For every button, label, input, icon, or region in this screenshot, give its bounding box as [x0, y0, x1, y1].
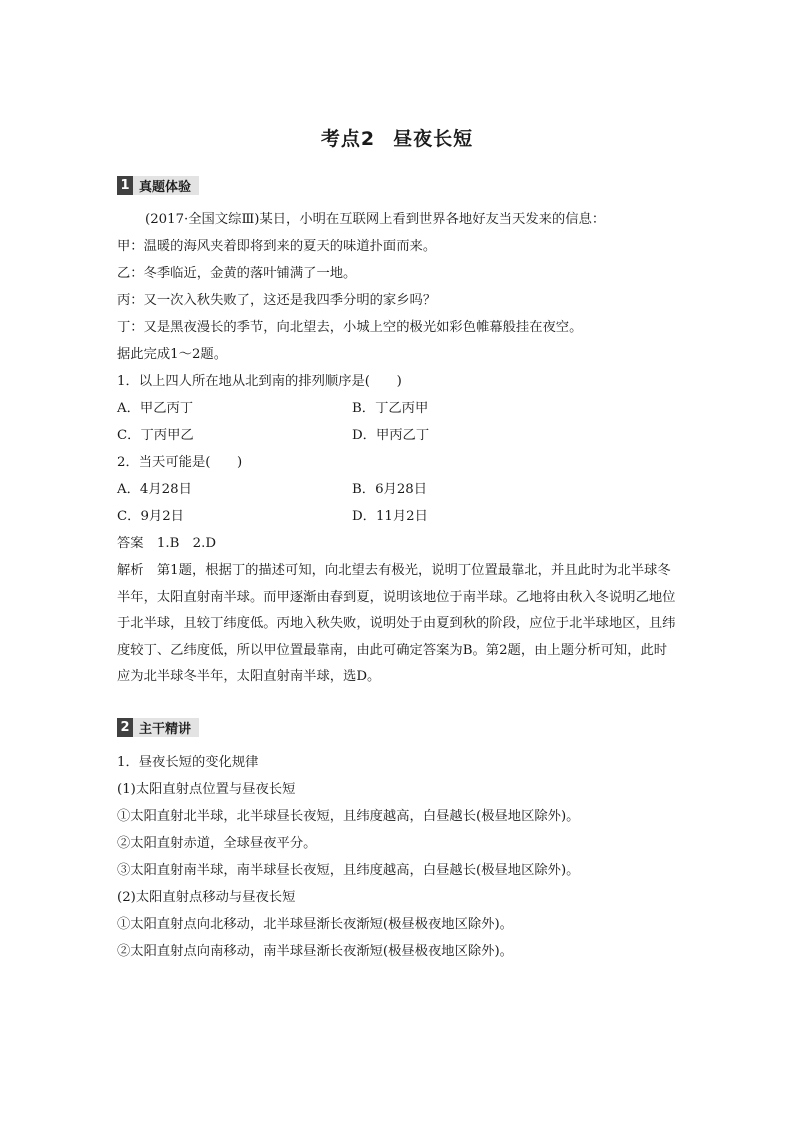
statement-bing: 丙：又一次入秋失败了，这还是我四季分明的家乡吗？ — [117, 293, 437, 308]
sub-heading-1: (1)太阳直射点位置与昼夜长短 — [117, 782, 296, 797]
section-label: 主干精讲 — [139, 722, 192, 737]
question-2: 2．当天可能是( ) — [117, 455, 243, 470]
instruction: 据此完成1～2题。 — [117, 347, 227, 362]
statement-ding: 丁：又是黑夜漫长的季节，向北望去，小城上空的极光如彩色帷幕般挂在夜空。 — [117, 320, 583, 335]
statement-jia: 甲：温暖的海风夹着即将到来的夏天的味道扑面而来。 — [117, 239, 437, 254]
section-header-2 — [117, 718, 199, 737]
rule-3: ③太阳直射南半球，南半球昼长夜短，且纬度越高，白昼越长(极昼地区除外)。 — [117, 863, 580, 878]
section-label: 真题体验 — [139, 180, 192, 195]
rule-2: ②太阳直射赤道，全球昼夜平分。 — [117, 836, 317, 851]
rule-4: ①太阳直射点向北移动，北半球昼渐长夜渐短(极昼极夜地区除外)。 — [117, 917, 513, 932]
q1-option-c: C．丁丙甲乙 — [117, 428, 194, 443]
rule-1: ①太阳直射北半球，北半球昼长夜短，且纬度越高，白昼越长(极昼地区除外)。 — [117, 809, 580, 824]
q1-option-b: B．丁乙丙甲 — [352, 401, 429, 416]
statement-yi: 乙：冬季临近，金黄的落叶铺满了一地。 — [117, 266, 357, 281]
section-number: 2 — [117, 718, 133, 737]
page-title: 考点2 昼夜长短 — [320, 128, 474, 150]
q1-option-d: D．甲丙乙丁 — [352, 428, 430, 443]
analysis-paragraph: 解析 第1题，根据丁的描述可知，向北望去有极光，说明丁位置最靠北，并且此时为北半球冬半年，太阳直射南半球。而甲逐渐由春到夏，说明该地位于南半球。乙地将由秋入冬说明乙地位于北半球，且较丁纬度低。丙地入秋失败，说明处于由夏到秋的阶段，应位于北半球地区，且纬度较丁、乙纬度低，所以甲位置最靠南，由此可确定答案为B。第2题，由上题分析可知，此时应为北半球冬半年，太阳直射南半球，选D。 — [117, 563, 676, 684]
section-header-1 — [117, 176, 199, 195]
point-heading: 1．昼夜长短的变化规律 — [117, 755, 259, 770]
rule-5: ②太阳直射点向南移动，南半球昼渐长夜渐短(极昼极夜地区除外)。 — [117, 944, 513, 959]
q2-option-d: D．11月2日 — [352, 509, 428, 524]
q2-option-c: C．9月2日 — [117, 509, 184, 524]
sub-heading-2: (2)太阳直射点移动与昼夜长短 — [117, 890, 296, 905]
q2-option-a: A．4月28日 — [117, 482, 192, 497]
question-1: 1．以上四人所在地从北到南的排列顺序是( ) — [117, 374, 402, 389]
question-intro: (2017·全国文综Ⅲ)某日，小明在互联网上看到世界各地好友当天发来的信息： — [145, 212, 606, 227]
answer-line: 答案 1.B 2.D — [117, 536, 216, 551]
section-number: 1 — [117, 176, 133, 195]
q2-option-b: B．6月28日 — [352, 482, 428, 497]
q1-option-a: A．甲乙丙丁 — [117, 401, 194, 416]
